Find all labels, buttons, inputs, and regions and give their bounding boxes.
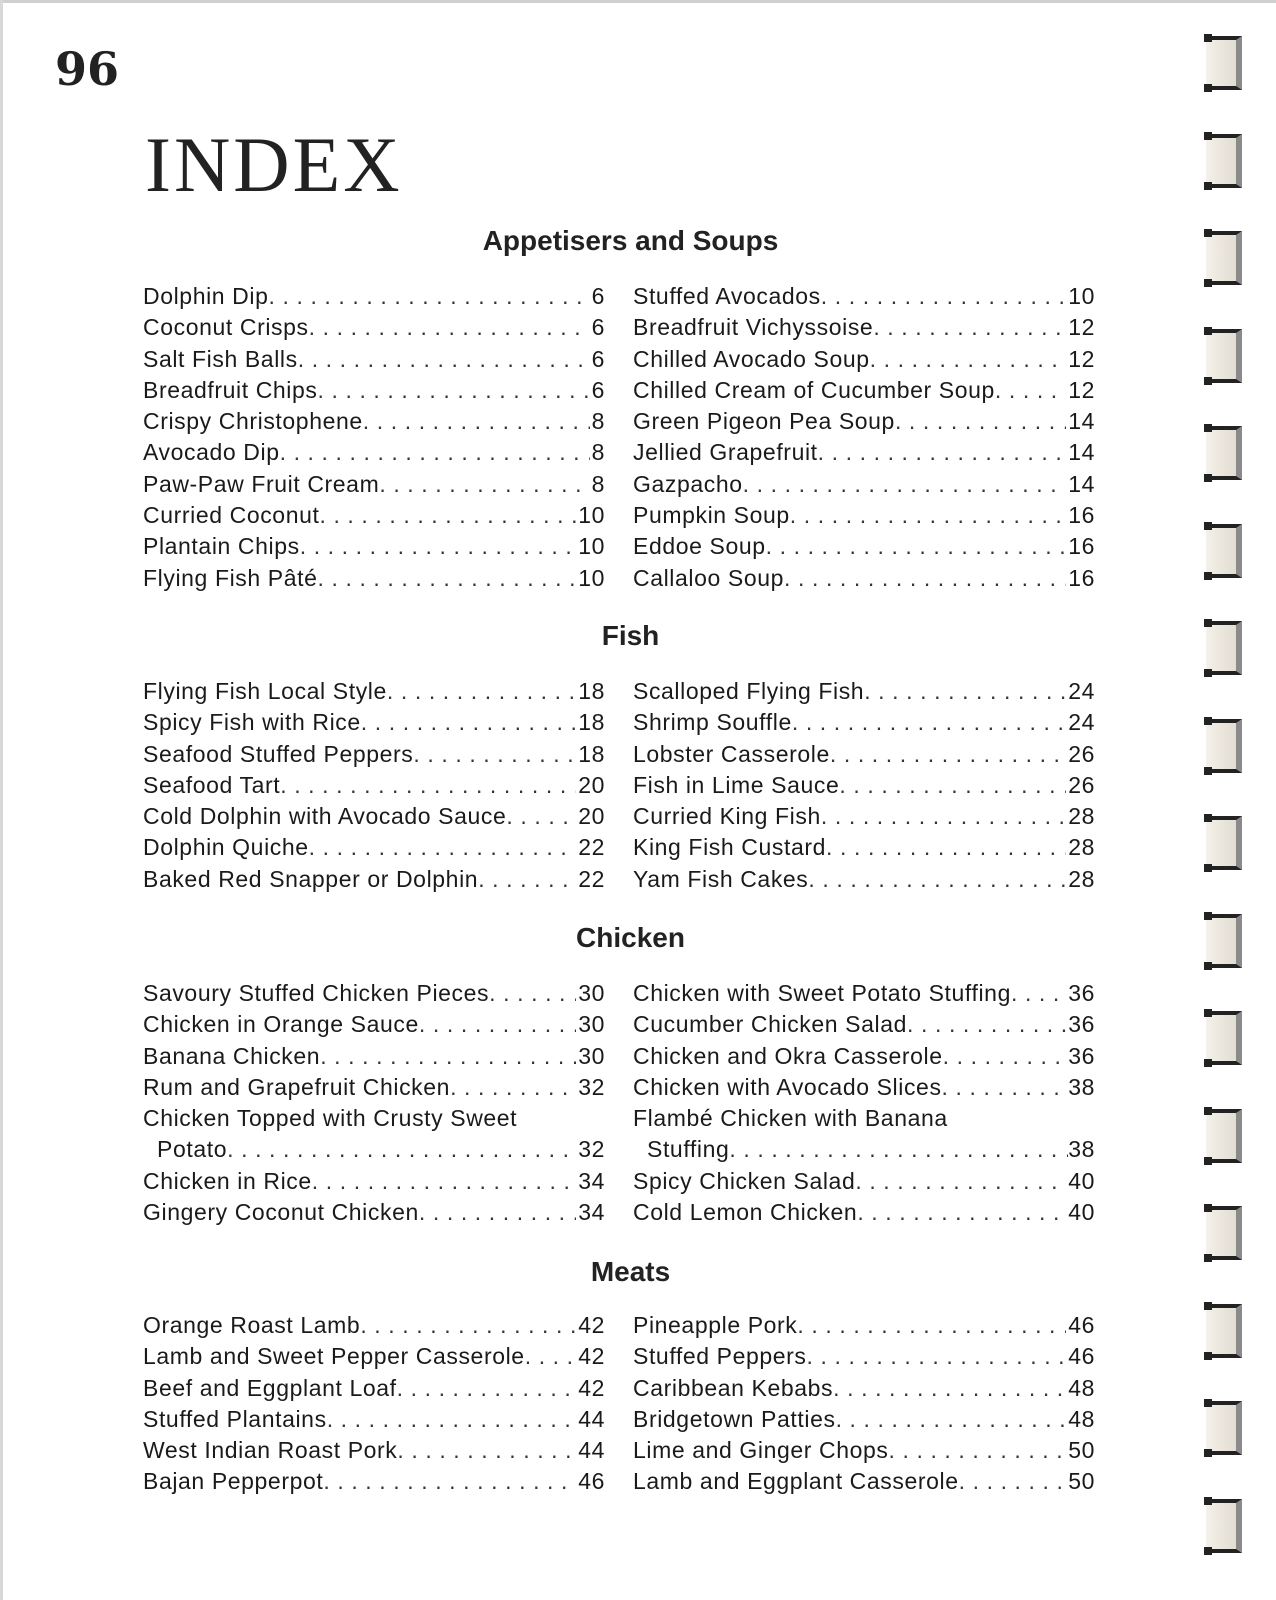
- entry-name: Lamb and Sweet Pepper Casserole: [143, 1343, 525, 1370]
- entry-name: Yam Fish Cakes: [633, 865, 809, 892]
- entry-name: Dolphin Quiche: [143, 834, 309, 861]
- index-entry: [633, 471, 1095, 502]
- entry-page-number: 18: [578, 678, 605, 704]
- entry-page-number: 6: [591, 314, 605, 341]
- index-entry: [633, 565, 1095, 596]
- entry-page-number: 46: [1068, 1312, 1095, 1338]
- entry-page-number: 26: [1068, 740, 1095, 767]
- entry-page-number: 50: [1068, 1468, 1095, 1495]
- entry-name: Lime and Ginger Chops: [633, 1437, 889, 1464]
- dot-leader: [818, 439, 1067, 466]
- binding-ring: [1206, 816, 1242, 870]
- entry-page-number: 6: [591, 376, 605, 403]
- dot-leader: [907, 1011, 1066, 1038]
- entry-continuation-line: [633, 1136, 1095, 1167]
- entry-page-number: 12: [1068, 314, 1095, 341]
- entry-name: Chicken and Okra Casserole: [633, 1042, 943, 1069]
- entry-page-number: 42: [578, 1374, 605, 1401]
- dot-leader: [766, 533, 1067, 560]
- entry-name: Flying Fish Local Style: [143, 678, 387, 704]
- entry-page-number: 14: [1068, 470, 1095, 497]
- index-entry: [633, 834, 1095, 865]
- index-entry: [633, 346, 1095, 377]
- entry-page-number: 34: [578, 1199, 605, 1226]
- dot-leader: [525, 1343, 576, 1370]
- entry-name: Gazpacho: [633, 470, 743, 497]
- entry-page-number: 6: [591, 345, 605, 372]
- entry-page-number: 16: [1068, 533, 1095, 560]
- dot-leader: [318, 377, 590, 404]
- entry-name: Rum and Grapefruit Chicken: [143, 1073, 451, 1100]
- entry-page-number: 36: [1068, 1042, 1095, 1069]
- entry-page-number: 24: [1068, 678, 1095, 704]
- index-entry: [143, 283, 605, 314]
- entry-page-number: 40: [1068, 1167, 1095, 1194]
- dot-leader: [318, 565, 577, 592]
- entry-name: Seafood Tart: [143, 771, 281, 798]
- entry-page-number: 14: [1068, 408, 1095, 435]
- binding-ring: [1206, 1011, 1242, 1065]
- entry-page-number: 16: [1068, 564, 1095, 591]
- entry-name: Flying Fish Pâté: [143, 564, 318, 591]
- index-entry: [633, 678, 1095, 709]
- entry-name: Shrimp Souffle: [633, 709, 792, 736]
- dot-leader: [269, 283, 590, 310]
- entry-page-number: 36: [1068, 980, 1095, 1006]
- index-entry: [633, 1043, 1095, 1074]
- entry-name: Breadfruit Chips: [143, 376, 318, 403]
- entry-page-number: 18: [578, 709, 605, 736]
- index-entry: [143, 439, 605, 470]
- entry-page-number: 44: [578, 1437, 605, 1464]
- dot-leader: [1011, 980, 1066, 1007]
- entry-name: Lamb and Eggplant Casserole: [633, 1468, 959, 1495]
- index-column-left: [143, 1312, 605, 1500]
- entry-name: Chilled Cream of Cucumber Soup: [633, 376, 995, 403]
- entry-page-number: 28: [1068, 865, 1095, 892]
- dot-leader: [836, 1406, 1067, 1433]
- dot-leader: [300, 533, 576, 560]
- entry-name: Jellied Grapefruit: [633, 439, 818, 466]
- entry-page-number: 6: [591, 283, 605, 309]
- dot-leader: [327, 1406, 577, 1433]
- entry-page-number: 18: [578, 740, 605, 767]
- entry-page-number: 26: [1068, 771, 1095, 798]
- entry-page-number: 44: [578, 1405, 605, 1432]
- binding-ring: [1206, 426, 1242, 480]
- index-column-right: [633, 678, 1095, 897]
- entry-name: Chicken Topped with Crusty Sweet: [143, 1105, 518, 1132]
- dot-leader: [826, 834, 1066, 861]
- entry-name: Bajan Pepperpot: [143, 1468, 324, 1495]
- index-entry: [143, 1043, 605, 1074]
- entry-name: Cucumber Chicken Salad: [633, 1011, 907, 1038]
- index-entry: [143, 1312, 605, 1343]
- entry-page-number: 8: [591, 439, 605, 466]
- index-column-left: [143, 678, 605, 897]
- index-entry: [633, 1375, 1095, 1406]
- dot-leader: [360, 1312, 576, 1339]
- index-column-left: [143, 980, 605, 1230]
- dot-leader: [397, 1375, 577, 1402]
- entry-name: Chicken with Sweet Potato Stuffing: [633, 980, 1011, 1006]
- index-entry: [143, 502, 605, 533]
- index-entry: [143, 741, 605, 772]
- entry-name: Salt Fish Balls: [143, 345, 298, 372]
- section-heading: Appetisers and Soups: [482, 225, 779, 256]
- dot-leader: [808, 866, 1066, 893]
- dot-leader: [312, 1168, 576, 1195]
- dot-leader: [227, 1136, 578, 1163]
- index-entry: [633, 1437, 1095, 1468]
- entry-name: Chicken with Avocado Slices: [633, 1073, 942, 1100]
- entry-name-continuation: Potato: [157, 1136, 228, 1163]
- binding-ring: [1206, 1206, 1242, 1260]
- index-entry: [633, 283, 1095, 314]
- entry-page-number: 32: [578, 1136, 605, 1163]
- entry-name: Savoury Stuffed Chicken Pieces: [143, 980, 490, 1006]
- dot-leader: [379, 471, 589, 498]
- dot-leader: [419, 1199, 576, 1226]
- binding-ring: [1206, 914, 1242, 968]
- entry-page-number: 38: [1068, 1073, 1095, 1100]
- dot-leader: [280, 439, 590, 466]
- index-entry: [633, 439, 1095, 470]
- entry-page-number: 22: [578, 834, 605, 861]
- section-heading: Meats: [590, 1256, 671, 1287]
- entry-name: Scalloped Flying Fish: [633, 678, 865, 704]
- index-entry: [633, 866, 1095, 897]
- index-entry: [633, 1343, 1095, 1374]
- index-entry: [143, 565, 605, 596]
- entry-name: Bridgetown Patties: [633, 1405, 836, 1432]
- index-entry: [143, 377, 605, 408]
- entry-name: Fish in Lime Sauce: [633, 771, 840, 798]
- entry-name: Flambé Chicken with Banana: [633, 1105, 948, 1132]
- entry-name: Cold Dolphin with Avocado Sauce: [143, 803, 507, 830]
- dot-leader: [943, 1043, 1067, 1070]
- binding-ring: [1206, 1304, 1242, 1358]
- page-edge: [0, 0, 3, 1600]
- entry-page-number: 40: [1068, 1199, 1095, 1226]
- entry-page-number: 12: [1068, 345, 1095, 372]
- binding-ring: [1206, 1109, 1242, 1163]
- dot-leader: [959, 1468, 1067, 1495]
- entry-name: Stuffed Peppers: [633, 1343, 807, 1370]
- entry-page-number: 30: [578, 1011, 605, 1038]
- dot-leader: [413, 741, 576, 768]
- dot-leader: [784, 565, 1066, 592]
- index-entry: [143, 1375, 605, 1406]
- index-entry: [143, 1437, 605, 1468]
- entry-name: Breadfruit Vichyssoise: [633, 314, 874, 341]
- page-edge: [0, 0, 1276, 3]
- page-number: 96: [55, 42, 120, 96]
- dot-leader: [280, 772, 576, 799]
- entry-name: Eddoe Soup: [633, 533, 766, 560]
- entry-page-number: 8: [591, 408, 605, 435]
- index-entry: [143, 1168, 605, 1199]
- entry-page-number: 20: [578, 771, 605, 798]
- entry-name: Cold Lemon Chicken: [633, 1199, 858, 1226]
- dot-leader: [857, 1199, 1066, 1226]
- binding-ring: [1206, 134, 1242, 188]
- entry-page-number: 42: [578, 1312, 605, 1338]
- dot-leader: [478, 866, 576, 893]
- entry-name: Pumpkin Soup: [633, 502, 790, 529]
- entry-name: Green Pigeon Pea Soup: [633, 408, 895, 435]
- dot-leader: [319, 502, 576, 529]
- index-entry: [143, 678, 605, 709]
- index-column-right: [633, 283, 1095, 596]
- entry-page-number: 12: [1068, 376, 1095, 403]
- entry-page-number: 28: [1068, 803, 1095, 830]
- index-entry: [143, 1343, 605, 1374]
- binding-ring: [1206, 231, 1242, 285]
- dot-leader: [363, 408, 590, 435]
- index-entry: [633, 1105, 1095, 1168]
- index-entry: [633, 741, 1095, 772]
- entry-page-number: 42: [578, 1343, 605, 1370]
- entry-page-number: 48: [1068, 1405, 1095, 1432]
- index-entry: [633, 1312, 1095, 1343]
- entry-page-number: 28: [1068, 834, 1095, 861]
- entry-page-number: 24: [1068, 709, 1095, 736]
- index-column-right: [633, 1312, 1095, 1500]
- index-entry: [633, 1011, 1095, 1042]
- dot-leader: [873, 314, 1066, 341]
- dot-leader: [298, 346, 590, 373]
- entry-name: Caribbean Kebabs: [633, 1374, 834, 1401]
- index-entry: [633, 314, 1095, 345]
- binding-ring: [1206, 524, 1242, 578]
- entry-page-number: 14: [1068, 439, 1095, 466]
- entry-name-continuation: Stuffing: [647, 1136, 730, 1163]
- index-entry: [143, 980, 605, 1011]
- index-entry: [143, 471, 605, 502]
- index-entry: [633, 803, 1095, 834]
- entry-name: Banana Chicken: [143, 1042, 321, 1069]
- entry-name: Callaloo Soup: [633, 564, 785, 591]
- dot-leader: [397, 1437, 576, 1464]
- dot-leader: [323, 1468, 576, 1495]
- dot-leader: [821, 803, 1066, 830]
- dot-leader: [889, 1437, 1067, 1464]
- entry-name: Curried King Fish: [633, 803, 821, 830]
- binding-ring: [1206, 719, 1242, 773]
- dot-leader: [419, 1011, 576, 1038]
- index-entry: [143, 866, 605, 897]
- entry-name: Seafood Stuffed Peppers: [143, 740, 414, 767]
- index-entry: [633, 772, 1095, 803]
- index-entry: [143, 1074, 605, 1105]
- index-entry: [633, 1168, 1095, 1199]
- entry-name: Lobster Casserole: [633, 740, 830, 767]
- dot-leader: [792, 709, 1066, 736]
- index-entry: [633, 533, 1095, 564]
- binding-ring: [1206, 36, 1242, 90]
- index-entry: [143, 314, 605, 345]
- dot-leader: [309, 314, 590, 341]
- entry-continuation-line: [143, 1136, 605, 1167]
- entry-page-number: 20: [578, 803, 605, 830]
- index-entry: [633, 408, 1095, 439]
- index-column-left: [143, 283, 605, 596]
- index-entry: [633, 1468, 1095, 1499]
- entry-page-number: 38: [1068, 1136, 1095, 1163]
- dot-leader: [830, 741, 1066, 768]
- index-entry: [143, 1406, 605, 1437]
- entry-page-number: 16: [1068, 502, 1095, 529]
- dot-leader: [839, 772, 1066, 799]
- entry-page-number: 10: [1068, 283, 1095, 309]
- binding-ring: [1206, 1401, 1242, 1455]
- entry-page-number: 32: [578, 1073, 605, 1100]
- entry-page-number: 10: [578, 564, 605, 591]
- entry-name: West Indian Roast Pork: [143, 1437, 398, 1464]
- section-heading: Fish: [601, 620, 660, 651]
- entry-page-number: 10: [578, 533, 605, 560]
- index-entry: [143, 1199, 605, 1230]
- dot-leader: [995, 377, 1066, 404]
- entry-name: Chilled Avocado Soup: [633, 345, 870, 372]
- dot-leader: [855, 1168, 1066, 1195]
- entry-name: King Fish Custard: [633, 834, 826, 861]
- entry-name: Gingery Coconut Chicken: [143, 1199, 419, 1226]
- index-entry: [633, 377, 1095, 408]
- entry-page-number: 10: [578, 502, 605, 529]
- section-heading: Chicken: [576, 922, 685, 953]
- dot-leader: [506, 803, 576, 830]
- dot-leader: [807, 1343, 1067, 1370]
- dot-leader: [942, 1074, 1067, 1101]
- index-entry: [633, 502, 1095, 533]
- index-entry: [143, 709, 605, 740]
- entry-name: Avocado Dip: [143, 439, 280, 466]
- dot-leader: [895, 408, 1066, 435]
- dot-leader: [821, 283, 1066, 310]
- entry-page-number: 46: [1068, 1343, 1095, 1370]
- entry-name: Spicy Chicken Salad: [633, 1167, 856, 1194]
- entry-page-number: 30: [578, 1042, 605, 1069]
- index-entry: [633, 1074, 1095, 1105]
- spiral-binding: [1206, 0, 1250, 1600]
- dot-leader: [743, 471, 1067, 498]
- dot-leader: [309, 834, 577, 861]
- index-entry: [143, 346, 605, 377]
- entry-name: Curried Coconut: [143, 502, 320, 529]
- entry-name: Baked Red Snapper or Dolphin: [143, 865, 479, 892]
- dot-leader: [320, 1043, 576, 1070]
- dot-leader: [450, 1074, 576, 1101]
- entry-page-number: 46: [578, 1468, 605, 1495]
- index-entry: [143, 1105, 605, 1168]
- entry-name: Crispy Christophene: [143, 408, 363, 435]
- entry-name: Spicy Fish with Rice: [143, 709, 361, 736]
- entry-name: Dolphin Dip: [143, 283, 269, 309]
- binding-ring: [1206, 621, 1242, 675]
- binding-ring: [1206, 329, 1242, 383]
- index-entry: [633, 980, 1095, 1011]
- entry-page-number: 36: [1068, 1011, 1095, 1038]
- entry-name: Chicken in Rice: [143, 1167, 312, 1194]
- entry-page-number: 50: [1068, 1437, 1095, 1464]
- entry-page-number: 30: [578, 980, 605, 1006]
- entry-name: Stuffed Plantains: [143, 1405, 327, 1432]
- index-entry: [143, 834, 605, 865]
- index-entry: [143, 533, 605, 564]
- entry-name: Plantain Chips: [143, 533, 300, 560]
- entry-name: Coconut Crisps: [143, 314, 309, 341]
- dot-leader: [790, 502, 1066, 529]
- index-entry: [633, 709, 1095, 740]
- dot-leader: [729, 1136, 1068, 1163]
- entry-page-number: 22: [578, 865, 605, 892]
- dot-leader: [361, 709, 576, 736]
- dot-leader: [864, 678, 1066, 705]
- binding-ring: [1206, 1499, 1242, 1553]
- entry-page-number: 8: [591, 470, 605, 497]
- page-title: INDEX: [145, 121, 403, 208]
- index-column-right: [633, 980, 1095, 1230]
- entry-name: Orange Roast Lamb: [143, 1312, 361, 1338]
- dot-leader: [833, 1375, 1066, 1402]
- entry-page-number: 48: [1068, 1374, 1095, 1401]
- entry-name: Beef and Eggplant Loaf: [143, 1374, 397, 1401]
- dot-leader: [797, 1312, 1066, 1339]
- index-entry: [143, 408, 605, 439]
- index-entry: [633, 1199, 1095, 1230]
- entry-page-number: 34: [578, 1167, 605, 1194]
- index-entry: [143, 772, 605, 803]
- index-entry: [143, 803, 605, 834]
- entry-name: Stuffed Avocados: [633, 283, 821, 309]
- entry-name: Chicken in Orange Sauce: [143, 1011, 419, 1038]
- entry-name: Paw-Paw Fruit Cream: [143, 470, 380, 497]
- entry-name: Pineapple Pork: [633, 1312, 798, 1338]
- dot-leader: [489, 980, 576, 1007]
- dot-leader: [870, 346, 1067, 373]
- dot-leader: [387, 678, 576, 705]
- index-entry: [143, 1011, 605, 1042]
- index-entry: [633, 1406, 1095, 1437]
- index-entry: [143, 1468, 605, 1499]
